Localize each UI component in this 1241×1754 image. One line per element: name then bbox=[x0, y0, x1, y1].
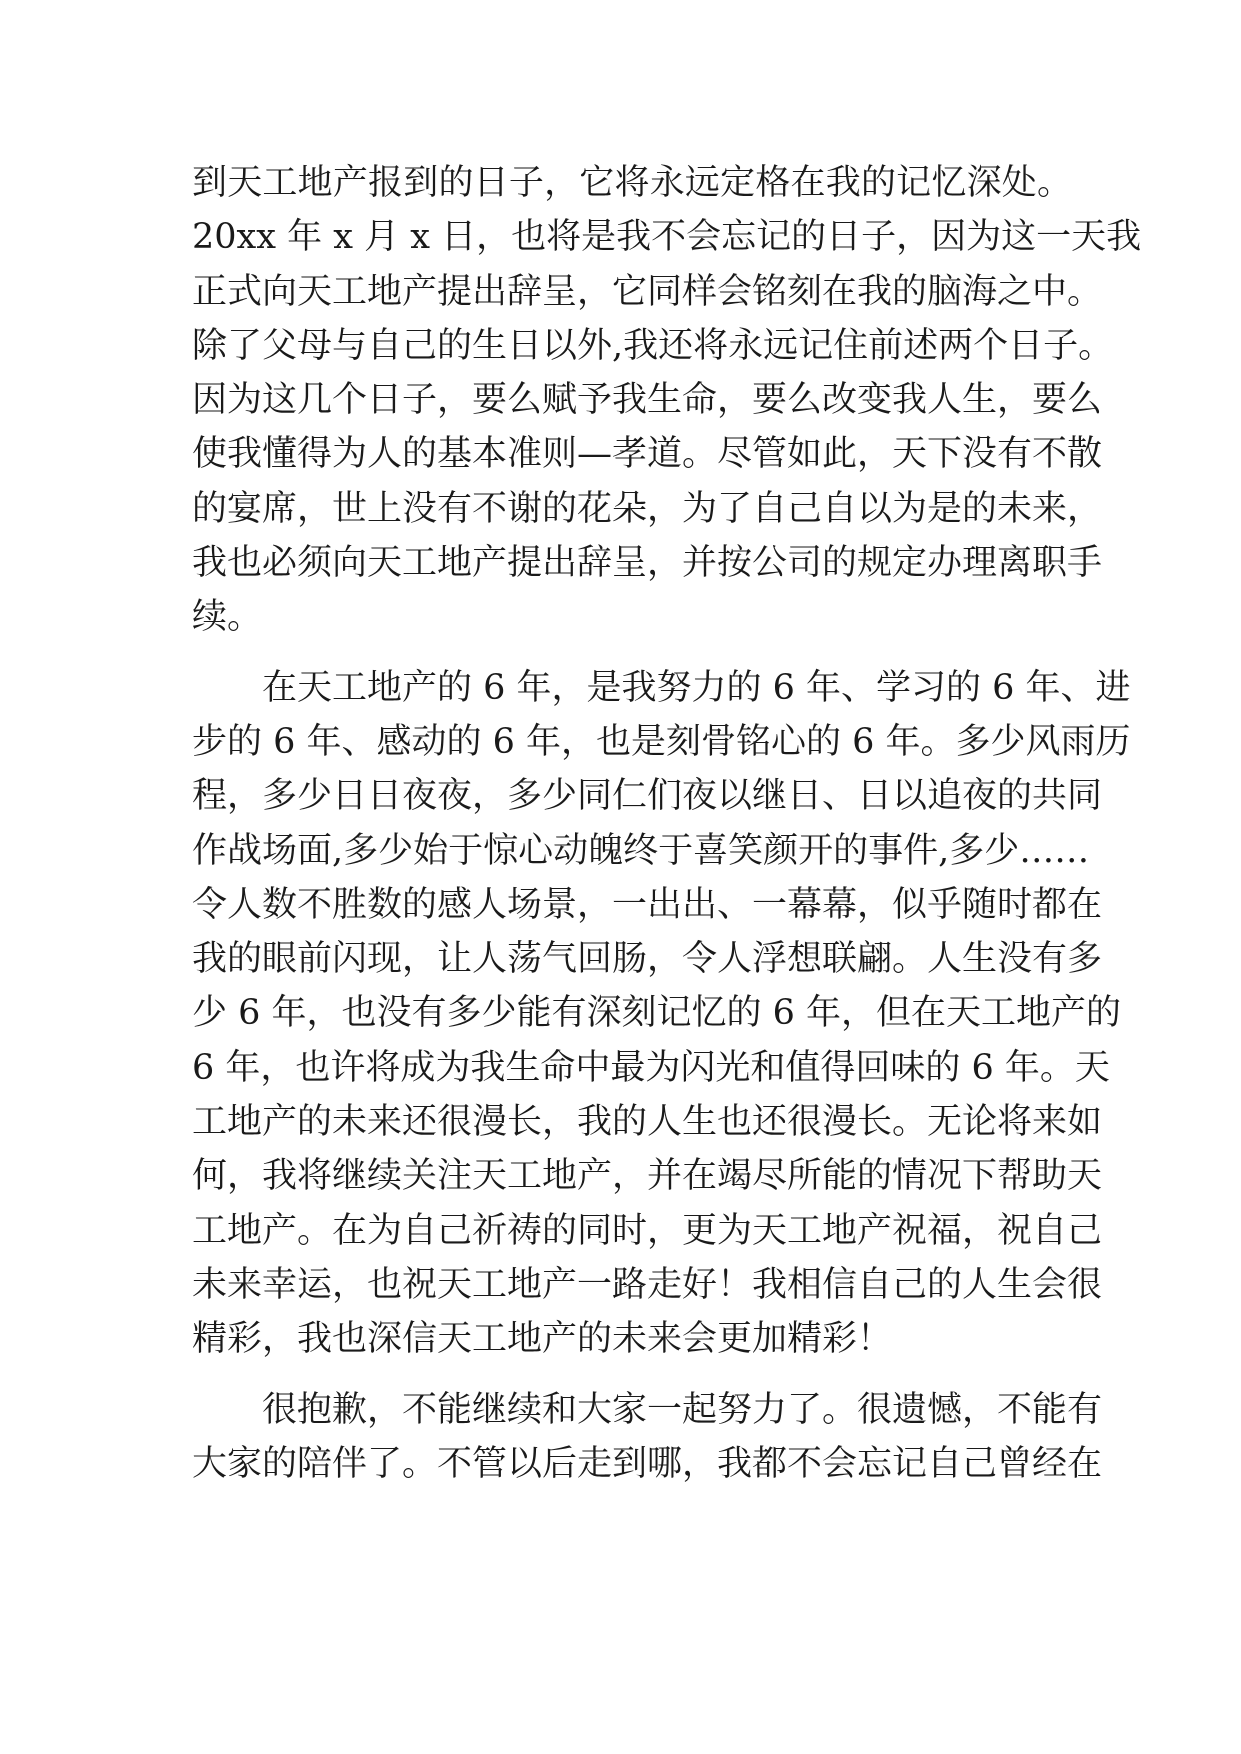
text-line: 20xx 年 x 月 x 日，也将是我不会忘记的日子，因为这一天我 bbox=[192, 217, 1142, 258]
text-line: 少 6 年，也没有多少能有深刻记忆的 6 年，但在天工地产的 bbox=[192, 993, 1122, 1034]
text-line: 步的 6 年、感动的 6 年，也是刻骨铭心的 6 年。多少风雨历 bbox=[192, 721, 1131, 762]
text-line: 除了父母与自己的生日以外,我还将永远记住前述两个日子。 bbox=[192, 325, 1114, 366]
paragraph-3 bbox=[192, 1383, 1103, 1492]
text-line: 在天工地产的 6 年，是我努力的 6 年、学习的 6 年、进 bbox=[262, 667, 1131, 708]
text-line: 使我懂得为人的基本准则—孝道。尽管如此，天下没有不散 bbox=[192, 434, 1103, 475]
text-line: 的宴席，世上没有不谢的花朵，为了自己自以为是的未来， bbox=[192, 488, 1103, 529]
text-line: 6 年，也许将成为我生命中最为闪光和值得回味的 6 年。天 bbox=[192, 1047, 1110, 1088]
text-line: 我也必须向天工地产提出辞呈，并按公司的规定办理离职手 bbox=[192, 543, 1103, 584]
text-line: 工地产。在为自己祈祷的同时，更为天工地产祝福，祝自己 bbox=[192, 1210, 1103, 1251]
text-line: 何，我将继续关注天工地产，并在竭尽所能的情况下帮助天 bbox=[192, 1156, 1103, 1197]
text-line: 到天工地产报到的日子，它将永远定格在我的记忆深处。 bbox=[192, 163, 1072, 203]
text-line: 大家的陪伴了。不管以后走到哪，我都不会忘记自己曾经在 bbox=[192, 1443, 1103, 1484]
paragraph-gap bbox=[192, 645, 1072, 661]
text-line: 程，多少日日夜夜，多少同仁们夜以继日、日以追夜的共同 bbox=[192, 776, 1103, 817]
text-line: 精彩，我也深信天工地产的未来会更加精彩！ bbox=[192, 1319, 893, 1360]
text-line: 我的眼前闪现，让人荡气回肠，令人浮想联翩。人生没有多 bbox=[192, 939, 1103, 980]
text-line: 工地产的未来还很漫长，我的人生也还很漫长。无论将来如 bbox=[192, 1102, 1103, 1143]
text-line: 因为这几个日子，要么赋予我生命，要么改变我人生，要么 bbox=[192, 380, 1103, 421]
body-text bbox=[192, 156, 1142, 1491]
text-line: 令人数不胜数的感人场景，一出出、一幕幕，似乎随时都在 bbox=[192, 884, 1103, 925]
text-line: 正式向天工地产提出辞呈，它同样会铭刻在我的脑海之中。 bbox=[192, 271, 1103, 312]
paragraph-1 bbox=[192, 156, 1142, 645]
paragraph-2 bbox=[192, 661, 1131, 1367]
paragraph-gap bbox=[192, 1367, 1072, 1383]
text-line: 作战场面,多少始于惊心动魄终于喜笑颜开的事件,多少…… bbox=[192, 830, 1090, 871]
text-line: 续。 bbox=[192, 597, 263, 638]
text-line: 未来幸运，也祝天工地产一路走好！我相信自己的人生会很 bbox=[192, 1264, 1103, 1305]
text-line: 很抱歉，不能继续和大家一起努力了。很遗憾，不能有 bbox=[262, 1389, 1103, 1430]
